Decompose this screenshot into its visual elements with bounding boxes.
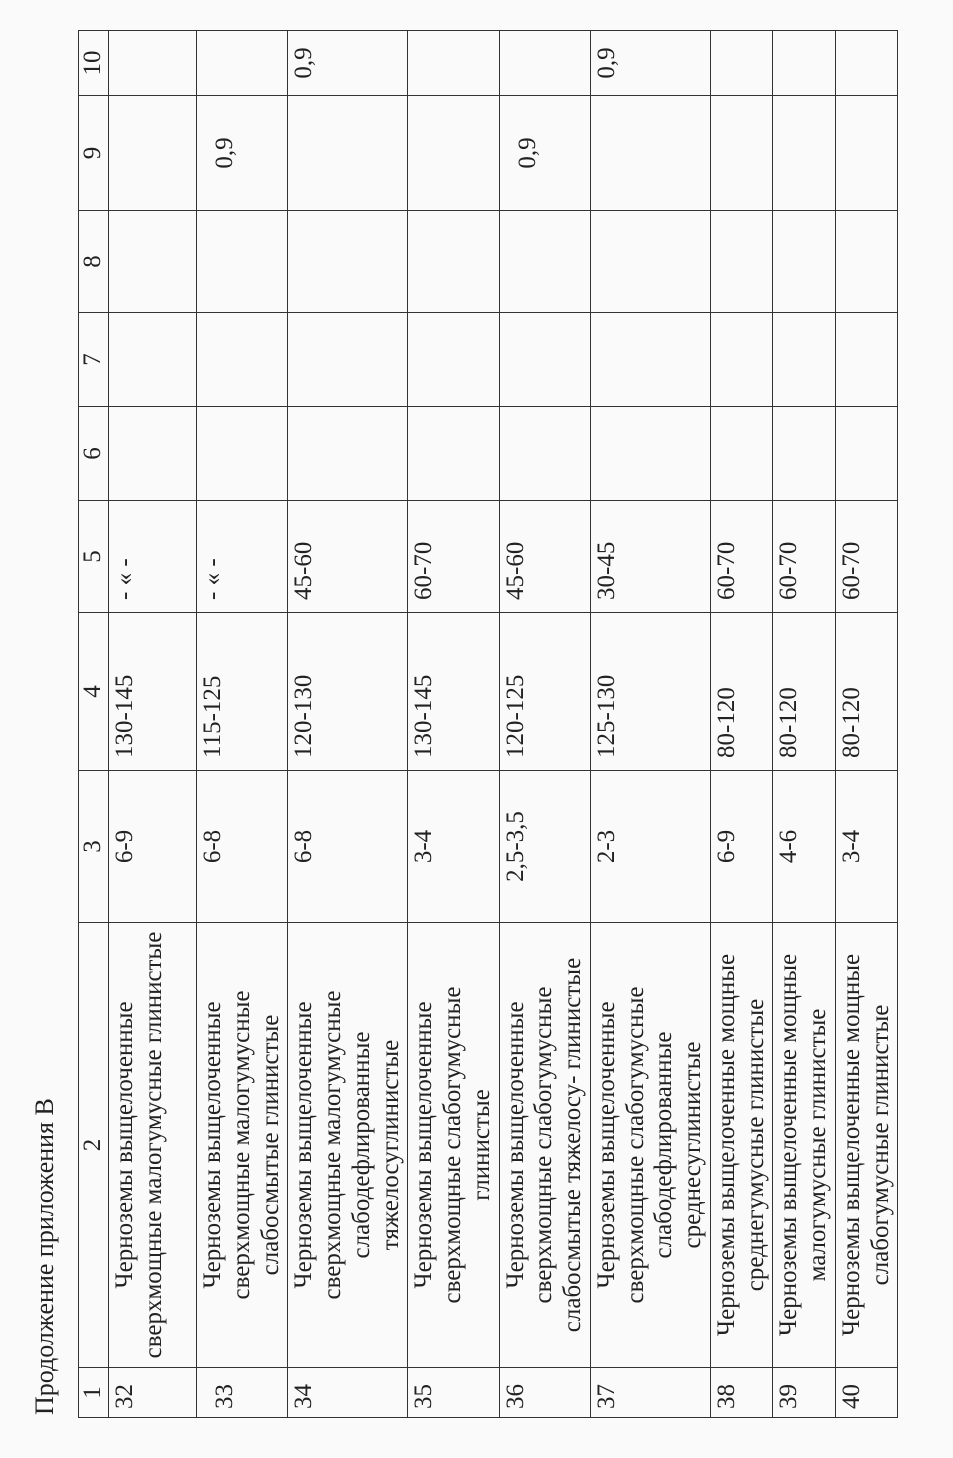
- cell-col10: [710, 31, 773, 96]
- soil-name: Черноземы выщелоченные сверхмощные малогумусные слабосмытые глинистые: [197, 923, 288, 1368]
- cell-col8: [835, 211, 898, 313]
- cell-col5: 30-45: [590, 501, 710, 613]
- cell-col6: [288, 407, 408, 501]
- cell-col7: [773, 313, 836, 407]
- cell-col5: 45-60: [288, 501, 408, 613]
- cell-col8: [710, 211, 773, 313]
- header-cell: 6: [79, 407, 109, 501]
- soil-name: Черноземы выщелоченные мощные малогумусные глинистые: [773, 923, 836, 1368]
- cell-col7: [590, 313, 710, 407]
- cell-col9: 0,9: [499, 96, 590, 211]
- page-caption: Продолжение приложения В: [30, 1098, 59, 1415]
- row-number: 37: [590, 1368, 710, 1418]
- cell-col7: [499, 313, 590, 407]
- table-row: [710, 31, 773, 1418]
- cell-col6: [710, 407, 773, 501]
- cell-col9: [773, 96, 836, 211]
- cell-col4: 80-120: [710, 613, 773, 771]
- cell-col3: 6-8: [197, 771, 288, 923]
- cell-col6: [109, 407, 197, 501]
- cell-col10: 0,9: [288, 31, 408, 96]
- header-cell: 9: [79, 96, 109, 211]
- cell-col4: 130-145: [408, 613, 499, 771]
- cell-col10: [197, 31, 288, 96]
- cell-col7: [197, 313, 288, 407]
- row-number: 36: [499, 1368, 590, 1418]
- cell-col6: [835, 407, 898, 501]
- row-number: 39: [773, 1368, 836, 1418]
- cell-col4: 120-125: [499, 613, 590, 771]
- cell-col7: [835, 313, 898, 407]
- cell-col5: 60-70: [710, 501, 773, 613]
- cell-col5: - « -: [197, 501, 288, 613]
- cell-col10: [408, 31, 499, 96]
- cell-col4: 115-125: [197, 613, 288, 771]
- row-number: 32: [109, 1368, 197, 1418]
- row-number: 34: [288, 1368, 408, 1418]
- table-row: [773, 31, 836, 1418]
- cell-col8: [197, 211, 288, 313]
- cell-col4: 80-120: [835, 613, 898, 771]
- soil-name: Черноземы выщелоченные сверхмощные малогумусные слабодефлированные тяжелосуглинистые: [288, 923, 408, 1368]
- header-cell: 2: [79, 923, 109, 1368]
- cell-col3: 2-3: [590, 771, 710, 923]
- cell-col4: 80-120: [773, 613, 836, 771]
- cell-col6: [197, 407, 288, 501]
- cell-col10: [773, 31, 836, 96]
- cell-col8: [109, 211, 197, 313]
- header-cell: 5: [79, 501, 109, 613]
- soil-name: Черноземы выщелоченные мощные среднегумусные глинистые: [710, 923, 773, 1368]
- cell-col8: [499, 211, 590, 313]
- soil-name: Черноземы выщелоченные сверхмощные слабогумусные глинистые: [408, 923, 499, 1368]
- cell-col4: 125-130: [590, 613, 710, 771]
- cell-col3: 2,5-3,5: [499, 771, 590, 923]
- cell-col10: [499, 31, 590, 96]
- cell-col10: [835, 31, 898, 96]
- row-number: 35: [408, 1368, 499, 1418]
- cell-col9: [590, 96, 710, 211]
- soil-name: Черноземы выщелоченные сверхмощные слабогумусные слабодефлированные среднесуглинистые: [590, 923, 710, 1368]
- cell-col10: 0,9: [590, 31, 710, 96]
- cell-col5: 45-60: [499, 501, 590, 613]
- cell-col3: 4-6: [773, 771, 836, 923]
- table-row: [288, 31, 408, 1418]
- header-cell: 3: [79, 771, 109, 923]
- table-row: [835, 31, 898, 1418]
- cell-col9: [109, 96, 197, 211]
- row-number: 40: [835, 1368, 898, 1418]
- cell-col5: 60-70: [408, 501, 499, 613]
- cell-col9: [710, 96, 773, 211]
- cell-col10: [109, 31, 197, 96]
- table-row: [109, 31, 197, 1418]
- cell-col3: 6-8: [288, 771, 408, 923]
- soil-name: Черноземы выщелоченные сверхмощные слабогумусные слабосмытые тяжелосу- глинистые: [499, 923, 590, 1368]
- cell-col8: [288, 211, 408, 313]
- row-number: 38: [710, 1368, 773, 1418]
- cell-col5: 60-70: [835, 501, 898, 613]
- cell-col9: 0,9: [197, 96, 288, 211]
- cell-col9: [288, 96, 408, 211]
- table-row: [590, 31, 710, 1418]
- cell-col3: 3-4: [835, 771, 898, 923]
- cell-col9: [835, 96, 898, 211]
- cell-col7: [710, 313, 773, 407]
- soil-name: Черноземы выщелоченные сверхмощные малогумусные глинистые: [109, 923, 197, 1368]
- cell-col3: 3-4: [408, 771, 499, 923]
- cell-col8: [590, 211, 710, 313]
- header-row: [79, 31, 109, 1418]
- soil-name: Черноземы выщелоченные мощные слабогумусные глинистые: [835, 923, 898, 1368]
- cell-col7: [408, 313, 499, 407]
- cell-col4: 130-145: [109, 613, 197, 771]
- table-row: [197, 31, 288, 1418]
- cell-col6: [590, 407, 710, 501]
- row-number: 33: [197, 1368, 288, 1418]
- header-cell: 10: [79, 31, 109, 96]
- cell-col7: [288, 313, 408, 407]
- header-cell: 4: [79, 613, 109, 771]
- cell-col8: [773, 211, 836, 313]
- cell-col3: 6-9: [109, 771, 197, 923]
- cell-col4: 120-130: [288, 613, 408, 771]
- table-row: [499, 31, 590, 1418]
- cell-col7: [109, 313, 197, 407]
- cell-col8: [408, 211, 499, 313]
- cell-col6: [499, 407, 590, 501]
- cell-col5: - « -: [109, 501, 197, 613]
- soil-table: [78, 30, 898, 1418]
- cell-col3: 6-9: [710, 771, 773, 923]
- cell-col9: [408, 96, 499, 211]
- header-cell: 1: [79, 1368, 109, 1418]
- header-cell: 7: [79, 313, 109, 407]
- header-cell: 8: [79, 211, 109, 313]
- cell-col6: [773, 407, 836, 501]
- cell-col6: [408, 407, 499, 501]
- cell-col5: 60-70: [773, 501, 836, 613]
- table-row: [408, 31, 499, 1418]
